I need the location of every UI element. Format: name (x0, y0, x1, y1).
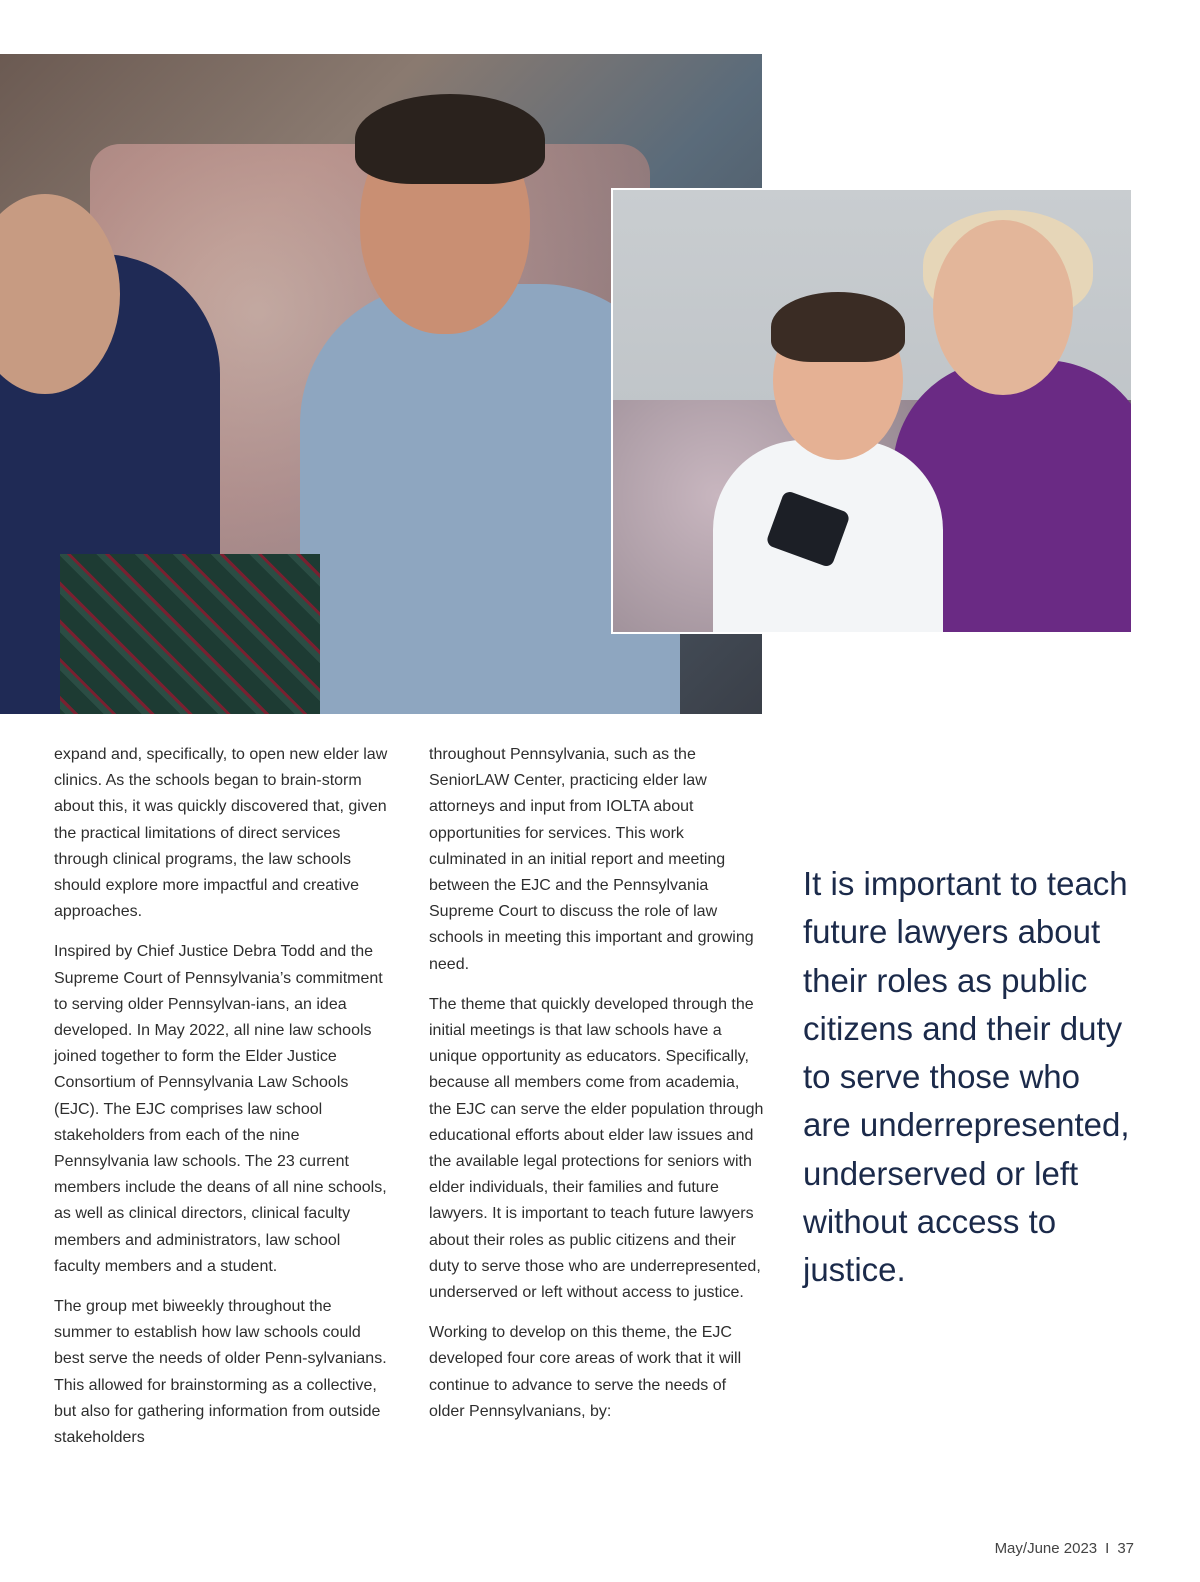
paragraph: The theme that quickly developed through the initial meetings is that law schools have a unique opportunity as educators. Specifically, because all members come from academia, the EJC can serve the elder population through educational efforts about elder law issues and the available legal protections for seniors with elder individuals, their families and future lawyers. It is important to teach future lawyers about their roles as public citizens and their duty to serve those who are underrepresented, underserved or left without access to justice. (429, 995, 764, 1302)
paragraph: expand and, specifically, to open new elder law clinics. As the schools began to brain-storm about this, it was quickly discovered that, given the practical limitations of direct services through clinical programs, the law schools should explore more impactful and creative approaches. (54, 746, 388, 921)
page-number: 37 (1117, 1540, 1134, 1557)
grandmother-head (933, 220, 1073, 395)
paragraph: The group met biweekly throughout the summer to establish how law schools could best serve the needs of older Penn-sylvanians. This allowed for brainstorming as a collective, but also for gathering information from outside stakeholders (54, 1298, 387, 1447)
inset-photo (611, 188, 1133, 634)
page-footer (995, 1540, 1134, 1557)
plaid-blanket (60, 554, 320, 714)
paragraph: Inspired by Chief Justice Debra Todd and the Supreme Court of Pennsylvania’s commitment to serving older Pennsylvan-ians, an idea developed. In May 2022, all nine law schools joined together to form the Elder Justice Consortium of Pennsylvania Law Schools (EJC). The EJC comprises law school stakeholders from each of the nine Pennsylvania law schools. The 23 current members include the deans of all nine schools, as well as clinical directors, clinical faculty members and administrators, law school faculty members and a student. (54, 943, 387, 1275)
issue-date: May/June 2023 (994, 1540, 1098, 1557)
paragraph: Working to develop on this theme, the EJC developed four core areas of work that it will continue to advance to serve the needs of older Pennsylvanians, by: (429, 1324, 742, 1420)
young-man-hair (355, 94, 545, 184)
article-column-2 (429, 742, 764, 1439)
footer-separator: I (1105, 1540, 1110, 1557)
article-column-1 (54, 742, 389, 1465)
boy-hair (771, 292, 905, 362)
paragraph: throughout Pennsylvania, such as the SeniorLAW Center, practicing elder law attorneys and input from IOLTA about opportunities for services. This work culminated in an initial report and meeting between the EJC and the Pennsylvania Supreme Court to discuss the role of law schools in meeting this important and growing need. (429, 746, 754, 973)
pull-quote: It is important to teach future lawyers about their roles as public citizens and their duty to serve those who are underrepresented, underserved or left without access to justice. (803, 865, 1130, 1289)
